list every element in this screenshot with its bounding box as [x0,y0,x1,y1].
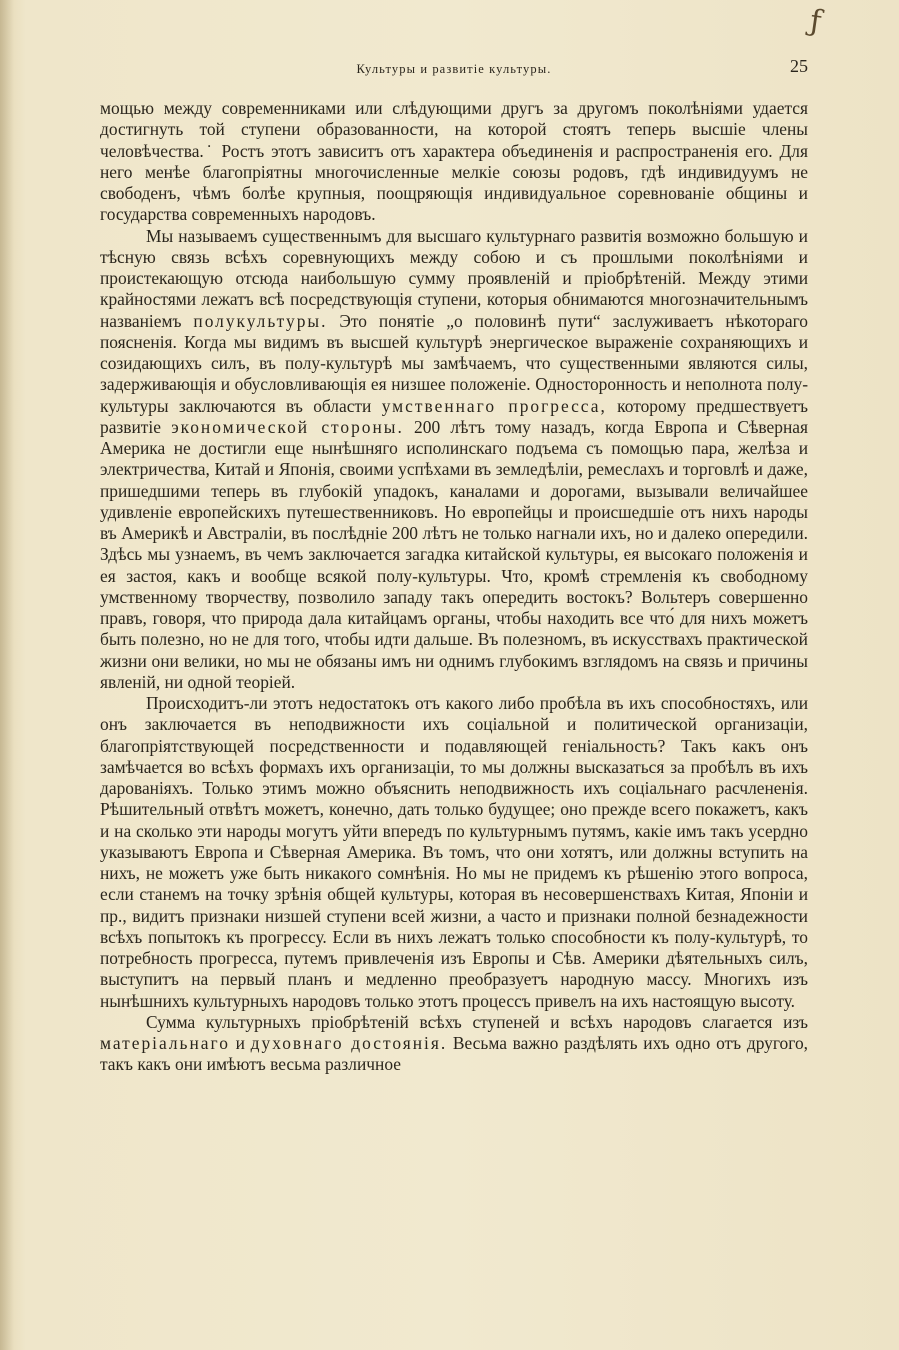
paragraph-4-text-c: Весьма важно раздѣлять ихъ одно отъ другого, такъ какъ они имѣютъ весьма различное [100,1033,808,1075]
page-number: 25 [790,56,808,76]
emphasis-economic-side: экономической стороны. [171,416,404,437]
paragraph-4-text-a: Сумма культурныхъ пріобрѣтеній всѣхъ ступеней и всѣхъ народовъ слагается изъ [146,1011,808,1032]
paragraph-2 [100,226,808,694]
paragraph-1 [100,98,808,226]
paragraph-2-text-a: Мы называемъ существеннымъ для высшаго культурнаго развитія возможно большую и тѣсную связь всѣхъ соревнующихъ между собою и съ прошлыми поколѣніями и проистекающую отсюда наибольшую сумму проявленій и пріобрѣтеній. Между этими крайностями лежатъ всѣ посредствующія ступени, которыя обнимаются многозначительнымъ названіемъ [100,225,808,331]
emphasis-spiritual: духовнаго достоянія. [250,1033,448,1053]
paragraph-2-text-b: Это понятіе „о половинѣ пути“ заслуживаетъ нѣкотораго поясненія. Когда мы видимъ въ высшей культурѣ энергическое выраженіе сохраняющихъ и созидающихъ силъ, въ полу-культурѣ мы замѣчаемъ, что существенными являются силы, задерживающія и обусловливающія ея низшее положеніе. Односторонность и неполнота полу-культуры заключаются въ области [100,310,808,416]
emphasis-mental-progress: умственнаго прогресса, [381,395,607,416]
paragraph-3 [100,693,808,1012]
paragraph-3-text: Происходитъ-ли этотъ недостатокъ отъ какого либо пробѣла въ ихъ способностяхъ, или онъ заключается въ неподвижности ихъ соціальной и политической организаціи, благопріятствующей посредственности и подавляющей геніальность? Такъ какъ онъ замѣчается во всѣхъ формахъ ихъ организаціи, то мы должны высказаться за пробѣлъ въ ихъ дарованіяхъ. Только этимъ можно объяснить неподвижность ихъ соціальнаго расчлененія. Рѣшительный отвѣтъ можетъ, конечно, дать только будущее; оно прежде всего покажетъ, какъ и на сколько эти народы могутъ уйти впередъ по культурнымъ путямъ, какіе имъ такъ усердно указываютъ Европа и Сѣверная Америка. Въ томъ, что они хотятъ, или должны вступить на нихъ, не можетъ уже быть никакого сомнѣнія. Но мы не придемъ къ рѣшенію этого вопроса, если станемъ на точку зрѣнія общей культуры, которая въ несовершенствахъ Китая, Японіи и пр., видитъ признаки низшей ступени всей жизни, а часто и признаки полной безнадежности всѣхъ попытокъ къ прогрессу. Если въ нихъ лежатъ только способности къ полу-культурѣ, то потребность прогресса, путемъ привлеченія изъ Европы и Сѣв. Америки дѣятельныхъ силъ, выступитъ на первый планъ и медленно преобразуетъ народную массу. Многихъ изъ нынѣшнихъ культурныхъ народовъ только этотъ процессъ привелъ на ихъ настоящую высоту. [100,693,808,1011]
body-text [100,98,808,1076]
emphasis-semi-culture: полукультуры. [193,310,328,331]
running-title: Культуры и развитіе культуры. [356,62,552,76]
running-head [100,58,808,80]
paragraph-1-text: мощью между современниками или слѣдующими другъ за другомъ поколѣніями удается достигнуть той ступени образованности, на которой стоятъ теперь высшіе члены человѣчества.˙ Ростъ этотъ зависитъ отъ характера объединенія и распространенія его. Для него менѣе благопріятны многочисленные мелкіе союзы родовъ, гдѣ индивидуумъ не свободенъ, чѣмъ болѣе крупныя, поощряющія индивидуальное соревнованіе общины и государства современныхъ народовъ. [100,98,808,225]
paragraph-2-text-c: которому предшествуетъ развитіе [100,395,808,437]
binding-shadow [0,0,14,1350]
paragraph-4 [100,1012,808,1076]
paragraph-2-text-d: 200 лѣтъ тому назадъ, когда Европа и Сѣверная Америка не достигли еще нынѣшняго исполинскаго подъема съ помощью пара, желѣза и электричества, Китай и Японія, своими успѣхами въ земледѣліи, ремеслахъ и торговлѣ и даже, пришедшими теперь въ глубокій упадокъ, каналами и дорогами, вызывали величайшее удивленіе европейскихъ путешественниковъ. Но европейцы и происшедшіе отъ нихъ народы въ Америкѣ и Австраліи, въ послѣдніе 200 лѣтъ не только нагнали ихъ, но и далеко опередили. Здѣсь мы узнаемъ, въ чемъ заключается загадка китайской культуры, ея высокаго положенія и ея застоя, какъ и вообще всякой полу-культуры. Что, кромѣ стремленія къ свободному умственному творчеству, позволило западу такъ опередить востокъ? Вольтеръ совершенно правъ, говоря, что природа дала китайцамъ органы, чтобы находить все что́ для нихъ можетъ быть полезно, но не для того, чтобы идти дальше. Въ полезномъ, въ искусствахъ практической жизни они велики, но мы не обязаны имъ ни однимъ глубокимъ взглядомъ на связь и причины явленій, ни одной теоріей. [100,416,808,692]
emphasis-material: матеріальнаго [100,1033,230,1053]
ink-mark: ƒ [807,3,824,40]
paragraph-4-text-b: и [229,1033,251,1053]
